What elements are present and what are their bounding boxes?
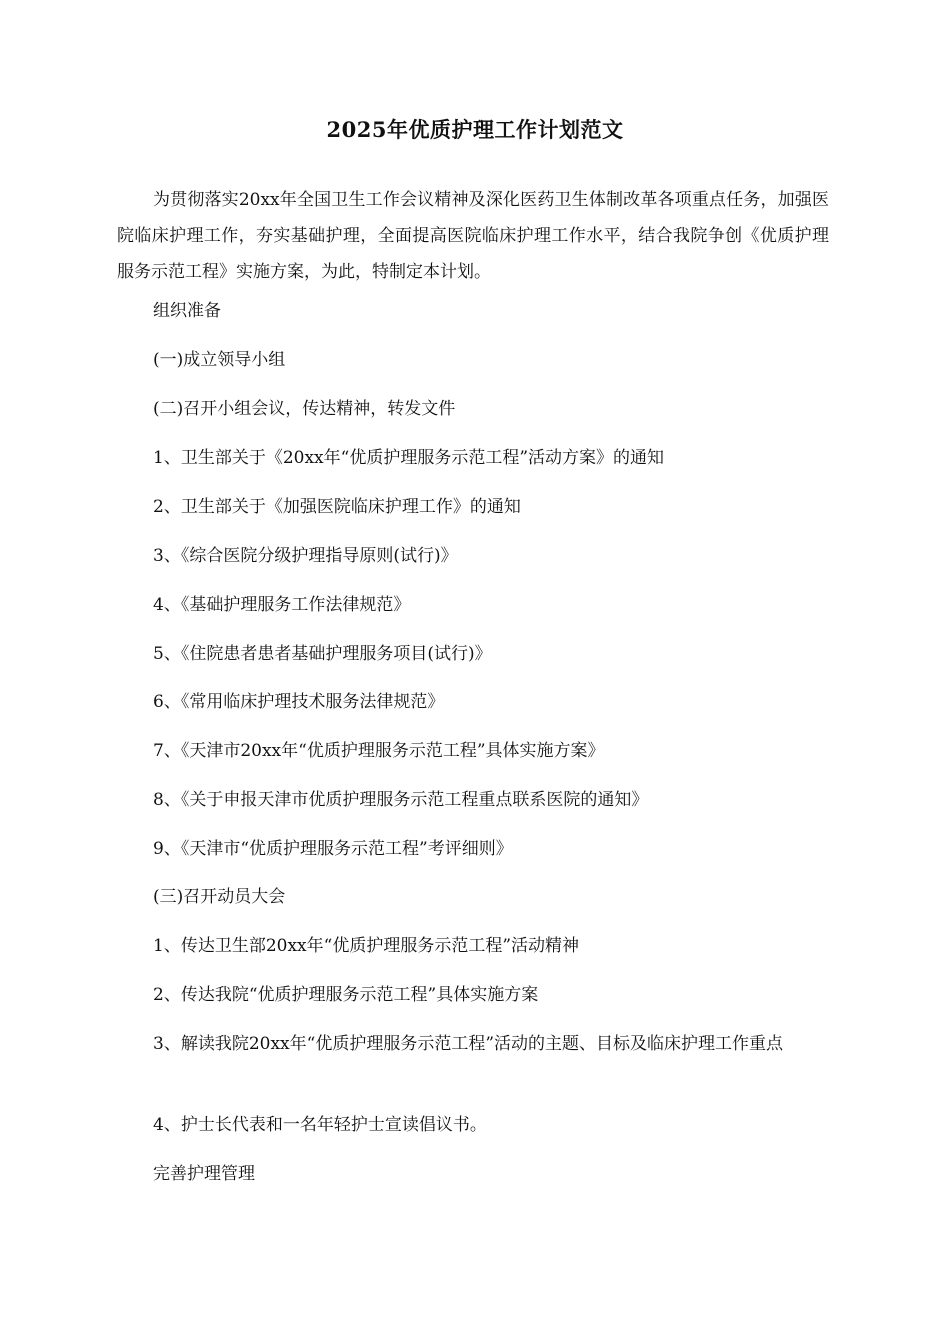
meeting-list-item: 3、解读我院20xx年“优质护理服务示范工程”活动的主题、目标及临床护理工作重点: [153, 1034, 784, 1054]
subsection-mobilization-meeting: (三)召开动员大会: [153, 887, 286, 907]
section-heading-management: 完善护理管理: [153, 1164, 255, 1184]
document-list-item: 7、《天津市20xx年“优质护理服务示范工程”具体实施方案》: [153, 741, 605, 761]
subsection-group-meeting: (二)召开小组会议，传达精神，转发文件: [153, 399, 456, 419]
document-list-item: 4、《基础护理服务工作法律规范》: [153, 595, 411, 615]
document-list-item: 8、《关于申报天津市优质护理服务示范工程重点联系医院的通知》: [153, 790, 649, 810]
document-list-item: 5、《住院患者患者基础护理服务项目(试行)》: [153, 644, 492, 664]
document-title: 2025年优质护理工作计划范文: [326, 117, 624, 142]
subsection-leadership-group: (一)成立领导小组: [153, 350, 286, 370]
intro-paragraph: 为贯彻落实20xx年全国卫生工作会议精神及深化医药卫生体制改革各项重点任务，加强医院临床护理工作，夯实基础护理，全面提高医院临床护理工作水平，结合我院争创《优质护理服务示范工程》实施方案，为此，特制定本计划。: [117, 190, 829, 282]
meeting-list-item: 2、传达我院“优质护理服务示范工程”具体实施方案: [153, 985, 539, 1005]
document-list-item: 1、卫生部关于《20xx年“优质护理服务示范工程”活动方案》的通知: [153, 448, 665, 468]
document-list-item: 2、卫生部关于《加强医院临床护理工作》的通知: [153, 497, 521, 517]
document-list-item: 3、《综合医院分级护理指导原则(试行)》: [153, 546, 458, 566]
document-list-item: 6、《常用临床护理技术服务法律规范》: [153, 692, 445, 712]
meeting-list-item: 4、护士长代表和一名年轻护士宣读倡议书。: [153, 1115, 487, 1135]
section-heading-organization: 组织准备: [153, 301, 221, 321]
meeting-list-item: 1、传达卫生部20xx年“优质护理服务示范工程”活动精神: [153, 936, 580, 956]
document-list-item: 9、《天津市“优质护理服务示范工程”考评细则》: [153, 839, 513, 859]
